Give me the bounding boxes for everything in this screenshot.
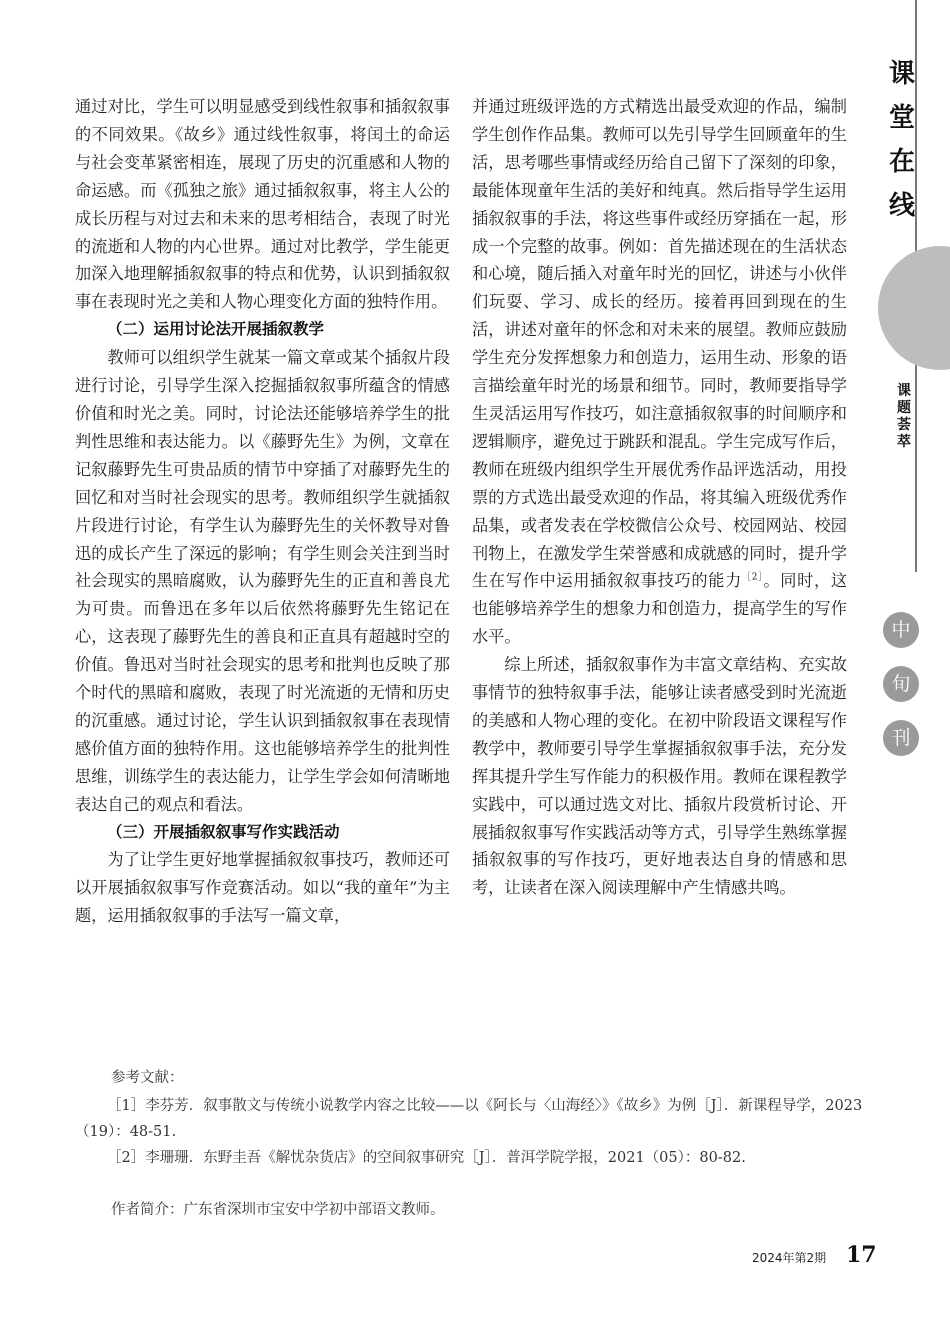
citation-marker: ［2］ xyxy=(742,573,764,584)
page-number: 17 xyxy=(846,1242,877,1268)
section-title-char: 在 xyxy=(888,147,915,177)
column-subtitle-char: 课 xyxy=(897,383,911,399)
right-text-column xyxy=(472,93,847,902)
body-paragraph: 为了让学生更好地掌握插叙叙事技巧，教师还可以开展插叙叙事写作竞赛活动。如以“我的童年”为主题，运用插叙叙事的手法写一篇文章， xyxy=(75,850,450,926)
journal-badge-kan: 刊 xyxy=(883,720,919,756)
section-title-char: 堂 xyxy=(888,103,915,133)
column-subtitle-vertical xyxy=(893,383,915,451)
paragraph-tail-text: 。同时，这也能够培养学生的想象力和创造力，提高学生的写作水平。 xyxy=(472,571,848,647)
section-heading: （三）开展插叙叙事写作实践活动 xyxy=(107,822,340,841)
column-subtitle-char: 题 xyxy=(897,400,911,416)
section-title-char: 课 xyxy=(888,59,915,89)
paragraph-main-text: 并通过班级评选的方式精选出最受欢迎的作品，编制学生创作作品集。教师可以先引导学生回顾童年的生活，思考哪些事情或经历给自己留下了深刻的印象，最能体现童年生活的美好和纯真。然后指导学生运用插叙叙事的手法，将这些事件或经历穿插在一起，形成一个完整的故事。例如：首先描述现在的生活状态和心境，随后插入对童年时光的回忆，讲述与小伙伴们玩耍、学习、成长的经历。接着再回到现在的生活，讲述对童年的怀念和对未来的展望。教师应鼓励学生充分发挥想象力和创造力，运用生动、形象的语言描绘童年时光的场景和细节。同时，教师要指导学生灵活运用写作技巧，如注意插叙叙事的时间顺序和逻辑顺序，避免过于跳跃和混乱。学生完成写作后，教师在班级内组织学生开展优秀作品评选活动，用投票的方式选出最受欢迎的作品，将其编入班级优秀作品集，或者发表在学校微信公众号、校园网站、校园刊物上，在激发学生荣誉感和成就感的同时，提升学生在写作中运用插叙叙事技巧的能力 xyxy=(472,97,847,591)
reference-item: ［2］李珊珊．东野圭吾《解忧杂货店》的空间叙事研究［J］．普洱学院学报，2021（05）：80-82. xyxy=(107,1150,746,1166)
journal-badge-zhong: 中 xyxy=(883,612,919,648)
journal-badge-xun: 旬 xyxy=(883,666,919,702)
reference-item: ［1］李芬芳．叙事散文与传统小说教学内容之比较——以《阿长与〈山海经〉》《故乡》为例［J］．新课程导学，2023（19）：48-51. xyxy=(75,1098,863,1140)
column-subtitle-char: 萃 xyxy=(897,434,911,450)
body-paragraph: 通过对比，学生可以明显感受到线性叙事和插叙叙事的不同效果。《故乡》通过线性叙事，将闰土的命运与社会变革紧密相连，展现了历史的沉重感和人物的命运感。而《孤独之旅》通过插叙叙事，将主人公的成长历程与对过去和未来的思考相结合，表现了时光的流逝和人物的内心世界。通过对比教学，学生能更加深入地理解插叙叙事的特点和优势，认识到插叙叙事在表现时光之美和人物心理变化方面的独特作用。 xyxy=(75,97,450,312)
references-section xyxy=(75,1065,875,1171)
issue-label: 2024年第2期 xyxy=(752,1251,827,1265)
section-title-vertical xyxy=(878,52,926,228)
column-subtitle-char: 荟 xyxy=(897,417,911,433)
conclusion-paragraph: 综上所述，插叙叙事作为丰富文章结构、充实故事情节的独特叙事手法，能够让读者感受到时光流逝的美感和人物心理的变化。在初中阶段语文课程写作教学中，教师要引导学生掌握插叙叙事手法，充分发挥其提升学生写作能力的积极作用。教师在课程教学实践中，可以通过选文对比、插叙片段赏析讨论、开展插叙叙事写作实践活动等方式，引导学生熟练掌握插叙叙事的写作技巧，更好地表达自身的情感和思考，让读者在深入阅读理解中产生情感共鸣。 xyxy=(472,655,847,898)
section-title-char: 线 xyxy=(888,191,915,221)
references-title: 参考文献： xyxy=(111,1070,184,1086)
section-heading: （二）运用讨论法开展插叙教学 xyxy=(107,320,325,339)
body-paragraph: 教师可以组织学生就某一篇文章或某个插叙片段进行讨论，引导学生深入挖掘插叙叙事所蕴含的情感价值和时光之美。同时，讨论法还能够培养学生的批判性思维和表达能力。以《藤野先生》为例，文章在记叙藤野先生可贵品质的情节中穿插了对藤野先生的回忆和对当时社会现实的思考。教师组织学生就插叙片段进行讨论，有学生认为藤野先生的关怀教导对鲁迅的成长产生了深远的影响；有学生则会关注到当时社会现实的黑暗腐败，认为藤野先生的正直和善良尤为可贵。而鲁迅在多年以后依然将藤野先生铭记在心，这表现了藤野先生的善良和正直具有超越时空的价值。鲁迅对当时社会现实的思考和批判也反映了那个时代的黑暗和腐败，表现了时光流逝的无情和历史的沉重感。通过讨论，学生认识到插叙叙事在表现情感价值方面的独特作用。这也能够培养学生的批判性思维，训练学生的表达能力，让学生学会如何清晰地表达自己的观点和看法。 xyxy=(75,348,450,814)
author-intro: 作者简介：广东省深圳市宝安中学初中部语文教师。 xyxy=(111,1202,445,1218)
decorative-gray-circle xyxy=(878,246,950,370)
left-text-column xyxy=(75,93,450,930)
body-paragraph xyxy=(472,93,847,651)
